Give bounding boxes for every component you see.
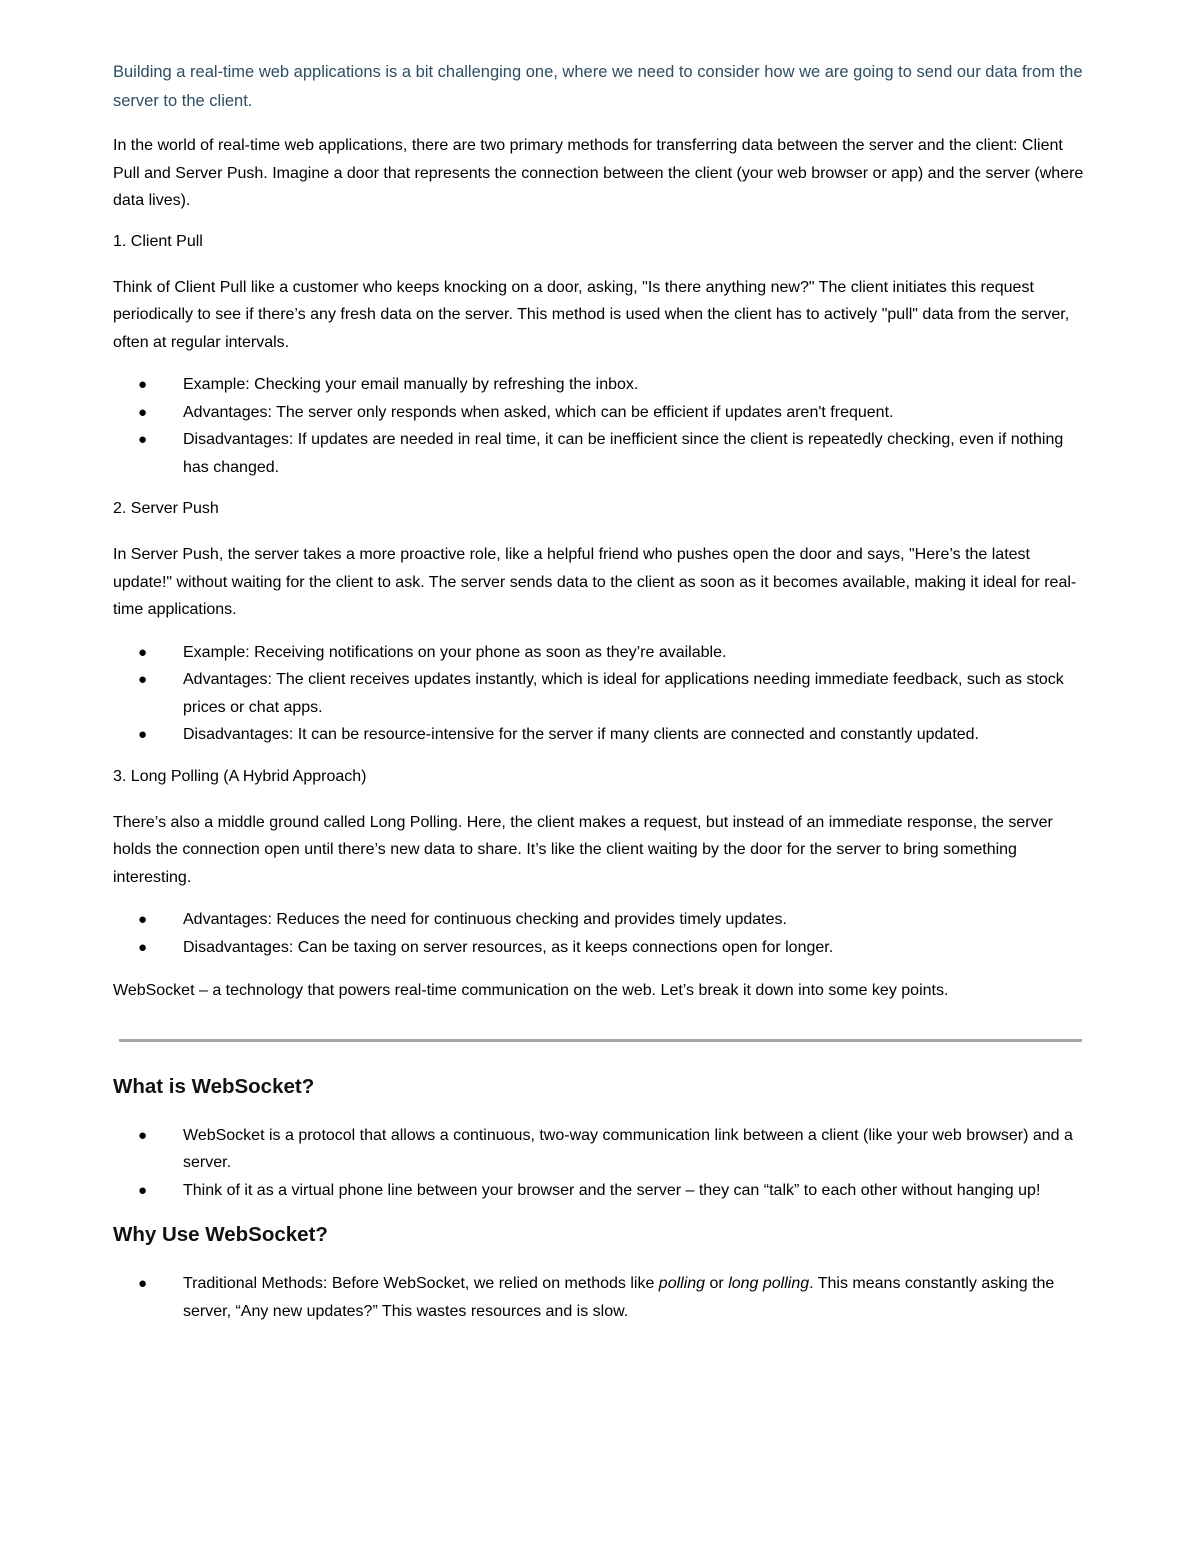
list-item xyxy=(113,721,1088,749)
client-pull-bullet-list xyxy=(113,371,1088,481)
bullet-icon: ● xyxy=(138,376,148,393)
bullet-icon: ● xyxy=(138,911,148,928)
emphasis-polling: polling xyxy=(658,1275,706,1292)
bullet-text: WebSocket is a protocol that allows a continuous, two-way communication link between a client (like your web browser) and a server. xyxy=(183,1126,1073,1171)
list-item xyxy=(113,371,1088,399)
bullet-icon: ● xyxy=(138,1275,148,1292)
bullet-text: Disadvantages: If updates are needed in real time, it can be inefficient since the client is repeatedly checking, even if nothing has changed. xyxy=(183,431,1064,476)
client-pull-title: 1. Client Pull xyxy=(113,232,203,250)
bullet-icon: ● xyxy=(138,403,148,421)
bullet-icon: ● xyxy=(138,431,148,448)
bullet-text: Disadvantages: Can be taxing on server resources, as it keeps connections open for longer. xyxy=(183,938,834,956)
bullet-text-prefix: Traditional Methods: Before WebSocket, we relied on methods like xyxy=(183,1275,659,1292)
list-item xyxy=(113,666,1088,721)
bullet-text: Disadvantages: It can be resource-intensive for the server if many clients are connected and constantly updated. xyxy=(183,726,979,743)
long-polling-title: 3. Long Polling (A Hybrid Approach) xyxy=(113,767,367,785)
bullet-icon: ● xyxy=(138,671,148,688)
intro-paragraph: Building a real-time web applications is a bit challenging one, where we need to consider how we are going to send our data from the server to the client. xyxy=(113,63,1083,110)
bullet-icon: ● xyxy=(138,643,148,661)
websocket-intro-paragraph: WebSocket – a technology that powers real-time communication on the web. Let’s break it down into some key points. xyxy=(113,982,949,999)
list-item xyxy=(113,1270,1088,1325)
bullet-text: Advantages: Reduces the need for continuous checking and provides timely updates. xyxy=(183,911,787,928)
bullet-icon: ● xyxy=(138,1126,148,1144)
server-push-description: In Server Push, the server takes a more proactive role, like a helpful friend who pushes open the door and says, "Here’s the latest update!" without waiting for the client to ask. The server sends data to the client as soon as it becomes available, making it ideal for real-time applications. xyxy=(113,546,1077,618)
overview-paragraph: In the world of real-time web applications, there are two primary methods for transferring data between the server and the client: Client Pull and Server Push. Imagine a door that represents the connection between the client (your web browser or app) and the server (where data lives). xyxy=(113,137,1084,209)
why-use-bullet-list xyxy=(113,1270,1088,1325)
list-item xyxy=(113,1177,1088,1205)
bullet-icon: ● xyxy=(138,1181,148,1199)
document-page xyxy=(113,58,1088,1341)
bullet-text: Advantages: The server only responds when asked, which can be efficient if updates aren't frequent. xyxy=(183,403,894,421)
bullet-text: Example: Receiving notifications on your phone as soon as they’re available. xyxy=(183,643,727,661)
list-item xyxy=(113,906,1088,934)
bullet-icon: ● xyxy=(138,726,148,743)
server-push-bullet-list xyxy=(113,639,1088,749)
long-polling-bullet-list xyxy=(113,906,1088,961)
bullet-icon: ● xyxy=(138,938,148,956)
list-item xyxy=(113,426,1088,481)
list-item xyxy=(113,934,1088,962)
bullet-text xyxy=(183,1275,1054,1320)
client-pull-description: Think of Client Pull like a customer who keeps knocking on a door, asking, "Is there anything new?" The client initiates this request periodically to see if there’s any fresh data on the server. This method is used when the client has to actively "pull" data from the server, often at regular intervals. xyxy=(113,278,1070,351)
bullet-text: Example: Checking your email manually by refreshing the inbox. xyxy=(183,376,639,393)
what-is-bullet-list xyxy=(113,1122,1088,1205)
bullet-text-suffix: . This means constantly asking the server, “Any new updates?” This wastes resources and is slow. xyxy=(183,1275,1055,1320)
bullet-text: Advantages: The client receives updates instantly, which is ideal for applications needing immediate feedback, such as stock prices or chat apps. xyxy=(183,671,1064,716)
emphasis-long-polling: long polling xyxy=(728,1275,810,1292)
server-push-title: 2. Server Push xyxy=(113,500,219,517)
list-item xyxy=(113,1122,1088,1177)
list-item xyxy=(113,399,1088,427)
bullet-text: Think of it as a virtual phone line between your browser and the server – they can “talk” to each other without hanging up! xyxy=(183,1181,1041,1199)
long-polling-description: There’s also a middle ground called Long Polling. Here, the client makes a request, but instead of an immediate response, the server holds the connection open until there’s new data to share. It’s like the client waiting by the door for the server to bring something interesting. xyxy=(113,813,1053,886)
what-is-websocket-heading: What is WebSocket? xyxy=(113,1074,315,1098)
list-item xyxy=(113,639,1088,667)
why-use-websocket-heading: Why Use WebSocket? xyxy=(113,1223,328,1246)
bullet-text-mid: or xyxy=(705,1275,729,1292)
horizontal-rule xyxy=(119,1039,1082,1042)
